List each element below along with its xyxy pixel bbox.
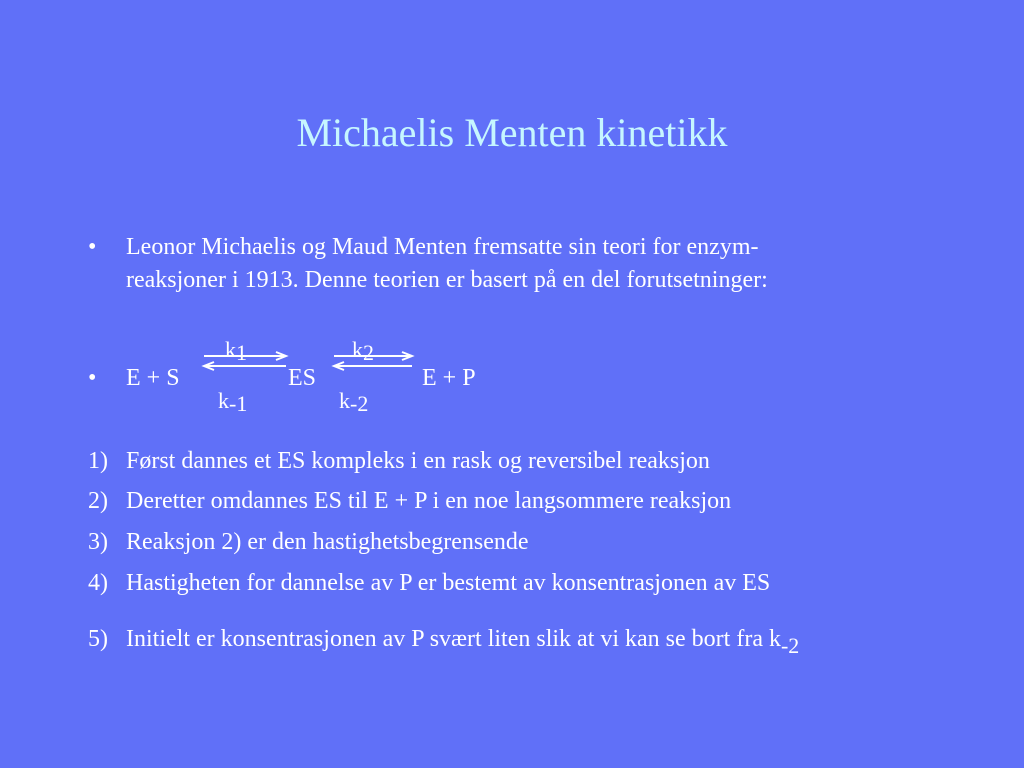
k2-subscript: 2 bbox=[363, 340, 374, 365]
item-number: 3) bbox=[88, 529, 108, 555]
k-minus1-subscript: -1 bbox=[229, 391, 248, 416]
bullet-row bbox=[88, 231, 928, 297]
k2-base: k bbox=[352, 337, 363, 362]
item-text: Deretter omdannes ES til E + P i en noe langsommere reaksjon bbox=[126, 488, 732, 514]
k-minus1-base: k bbox=[218, 388, 229, 413]
numbered-item-5 bbox=[88, 624, 800, 658]
bullet-marker: • bbox=[88, 234, 97, 260]
item-number: 5) bbox=[88, 626, 108, 652]
products-e-plus-p: E + P bbox=[422, 365, 476, 391]
item-number: 1) bbox=[88, 448, 108, 474]
rate-constant-k-minus2 bbox=[339, 388, 369, 416]
bullet-text bbox=[126, 231, 928, 297]
numbered-item-1 bbox=[88, 446, 710, 476]
numbered-item-3 bbox=[88, 527, 529, 557]
complex-es: ES bbox=[288, 365, 317, 391]
item-text: Hastigheten for dannelse av P er bestemt av konsentrasjonen av ES bbox=[126, 570, 771, 596]
item-text: Reaksjon 2) er den hastighetsbegrensende bbox=[126, 529, 529, 555]
bullet-line-2: reaksjoner i 1913. Denne teorien er basert på en del forutsetninger: bbox=[126, 267, 768, 293]
k1-subscript: 1 bbox=[236, 340, 247, 365]
equilibrium-arrows-2 bbox=[330, 350, 416, 374]
equation-bullet-marker: • bbox=[88, 365, 97, 391]
rate-constant-k-minus1 bbox=[218, 388, 248, 416]
item-text: Først dannes et ES kompleks i en rask og reversibel reaksjon bbox=[126, 448, 710, 474]
equilibrium-arrows-1 bbox=[200, 350, 290, 374]
intro-bullet bbox=[88, 231, 928, 297]
k1-base: k bbox=[225, 337, 236, 362]
bullet-line-1: Leonor Michaelis og Maud Menten fremsatte sin teori for enzym- bbox=[126, 234, 759, 260]
k-minus2-base: k bbox=[339, 388, 350, 413]
k-minus2-subscript: -2 bbox=[350, 391, 369, 416]
k-minus2-subscript: -2 bbox=[780, 633, 800, 658]
reactants-e-plus-s: E + S bbox=[126, 365, 180, 391]
slide-title: Michaelis Menten kinetikk bbox=[296, 110, 728, 155]
item-text bbox=[126, 624, 800, 658]
item-number: 4) bbox=[88, 570, 108, 596]
numbered-item-2 bbox=[88, 486, 731, 516]
item-text-main: Initielt er konsentrasjonen av P svært liten slik at vi kan se bort fra k bbox=[126, 626, 781, 652]
numbered-item-4 bbox=[88, 568, 770, 598]
item-number: 2) bbox=[88, 488, 108, 514]
